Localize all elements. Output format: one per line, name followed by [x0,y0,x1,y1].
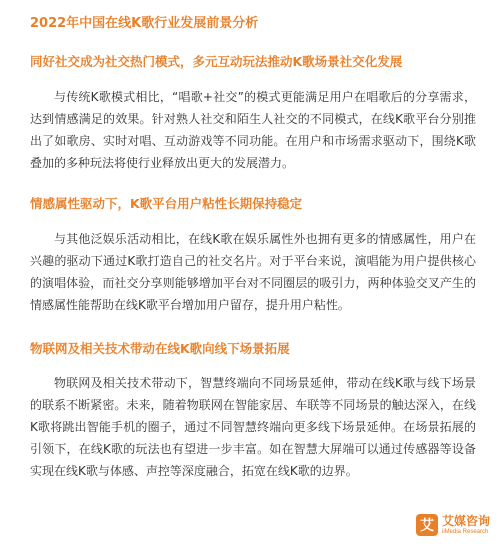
logo-text [442,515,490,535]
logo-name-cn: 艾媒咨询 [441,514,490,528]
section-paragraph-social: 与传统K歌模式相比，“唱歌+社交”的模式更能满足用户在唱歌后的分享需求，达到情感满足的效果。针对熟人社交和陌生人社交的不同模式，在线K歌平台分别推出了如歌房、实时对唱、互动游戏等不同功能。在用户和市场需求驱动下，围绕K歌叠加的多种玩法将使行业释放出更大的发展潜力。 [30,90,476,170]
section-paragraph-emotion: 与其他泛娱乐活动相比，在线K歌在娱乐属性外也拥有更多的情感属性，用户在兴趣的驱动下通过K歌打造自己的社交名片。对于平台来说，演唱能为用户提供核心的演唱体验，而社交分享则能够增加平台对不同圈层的吸引力，两种体验交叉产生的情感属性能帮助在线K歌平台增加用户留存，提升用户粘性。 [30,232,476,312]
logo-name-en: iiMedia Research [441,529,489,535]
document-title: 2022年中国在线K歌行业发展前景分析 [30,16,259,31]
logo-mark-icon: 艾 [416,514,438,536]
section-paragraph-iot: 物联网及相关技术带动下，智慧终端向不同场景延伸，带动在线K歌与线下场景的联系不断紧密。未来，随着物联网在智能家居、车联等不同场景的触达深入，在线K歌将跳出智能手机的圈子，通过不同智慧终端向更多线下场景延伸。在场景拓展的引领下，在线K歌的玩法也有望进一步丰富。如在智慧大屏端可以通过传感器等设备实现在线K歌与体感、声控等深度融合，拓宽在线K歌的边界。 [30,376,476,478]
section-heading-social: 同好社交成为社交热门模式，多元互动玩法推动K歌场景社交化发展 [30,54,403,69]
iimedia-logo [416,514,490,536]
section-heading-iot: 物联网及相关技术带动在线K歌向线下场景拓展 [30,341,290,356]
section-heading-emotion: 情感属性驱动下，K歌平台用户粘性长期保持稳定 [30,196,303,211]
